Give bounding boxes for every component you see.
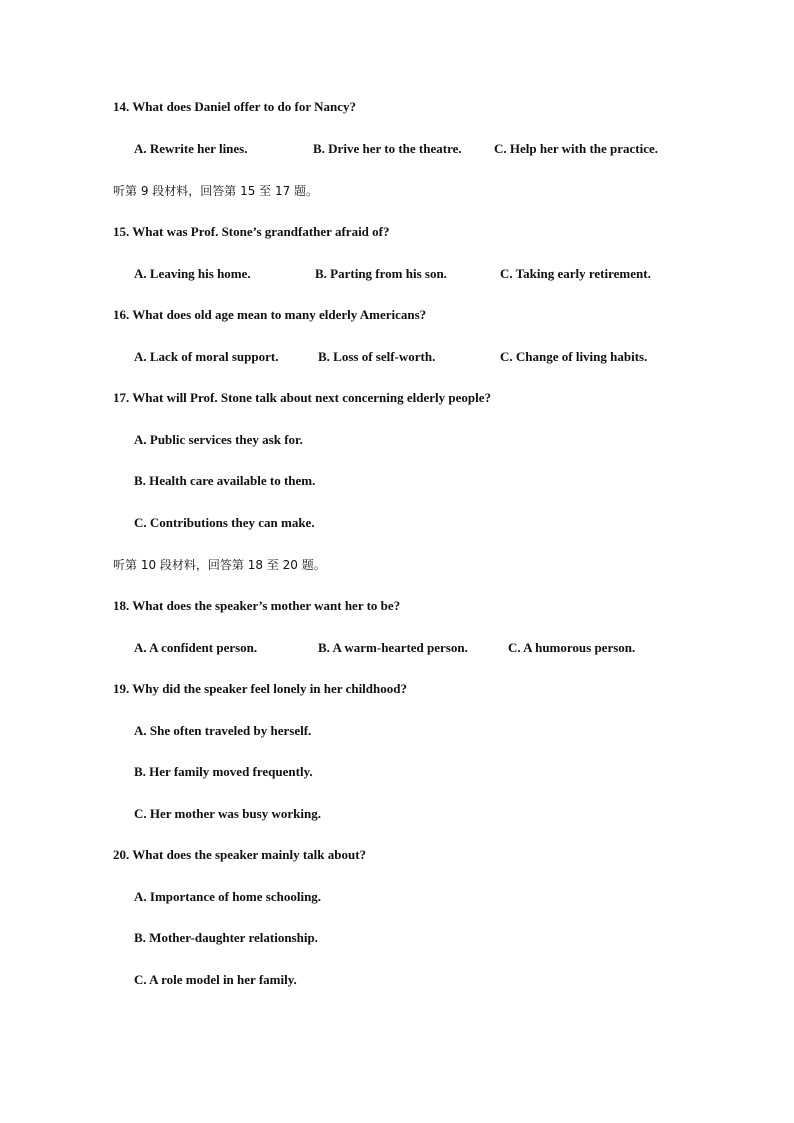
- q20-option-a: A. Importance of home schooling.: [134, 889, 322, 904]
- q20-option-b: B. Mother-daughter relationship.: [134, 930, 318, 945]
- q19-option-c: C. Her mother was busy working.: [134, 806, 321, 821]
- q20-option-c: C. A role model in her family.: [134, 972, 297, 987]
- q18-option-b: B. A warm-hearted person.: [318, 640, 468, 655]
- question-15-stem: 15. What was Prof. Stone’s grandfather afraid of?: [113, 224, 390, 239]
- section-9-instruction: 听第 9 段材料，回答第 15 至 17 题。: [113, 184, 319, 198]
- q18-option-c: C. A humorous person.: [508, 640, 636, 655]
- q17-option-a: A. Public services they ask for.: [134, 432, 303, 447]
- q17-option-c: C. Contributions they can make.: [134, 515, 315, 530]
- q16-option-c: C. Change of living habits.: [500, 349, 648, 364]
- question-18-stem: 18. What does the speaker’s mother want her to be?: [113, 598, 401, 613]
- q19-option-a: A. She often traveled by herself.: [134, 723, 312, 738]
- q16-option-a: A. Lack of moral support.: [134, 349, 279, 364]
- q16-option-b: B. Loss of self-worth.: [318, 349, 436, 364]
- q17-option-b: B. Health care available to them.: [134, 473, 316, 488]
- q15-option-c: C. Taking early retirement.: [500, 266, 651, 281]
- q14-option-a: A. Rewrite her lines.: [134, 141, 248, 156]
- question-19-stem: 19. Why did the speaker feel lonely in her childhood?: [113, 681, 407, 696]
- q14-option-b: B. Drive her to the theatre.: [313, 141, 462, 156]
- question-20-stem: 20. What does the speaker mainly talk about?: [113, 847, 367, 862]
- q19-option-b: B. Her family moved frequently.: [134, 764, 313, 779]
- q18-option-a: A. A confident person.: [134, 640, 258, 655]
- question-17-stem: 17. What will Prof. Stone talk about next concerning elderly people?: [113, 390, 491, 405]
- q14-option-c: C. Help her with the practice.: [494, 141, 659, 156]
- q15-option-b: B. Parting from his son.: [315, 266, 447, 281]
- q15-option-a: A. Leaving his home.: [134, 266, 251, 281]
- question-16-stem: 16. What does old age mean to many elderly Americans?: [113, 307, 427, 322]
- section-10-instruction: 听第 10 段材料，回答第 18 至 20 题。: [113, 558, 326, 572]
- question-14-stem: 14. What does Daniel offer to do for Nancy?: [113, 99, 357, 114]
